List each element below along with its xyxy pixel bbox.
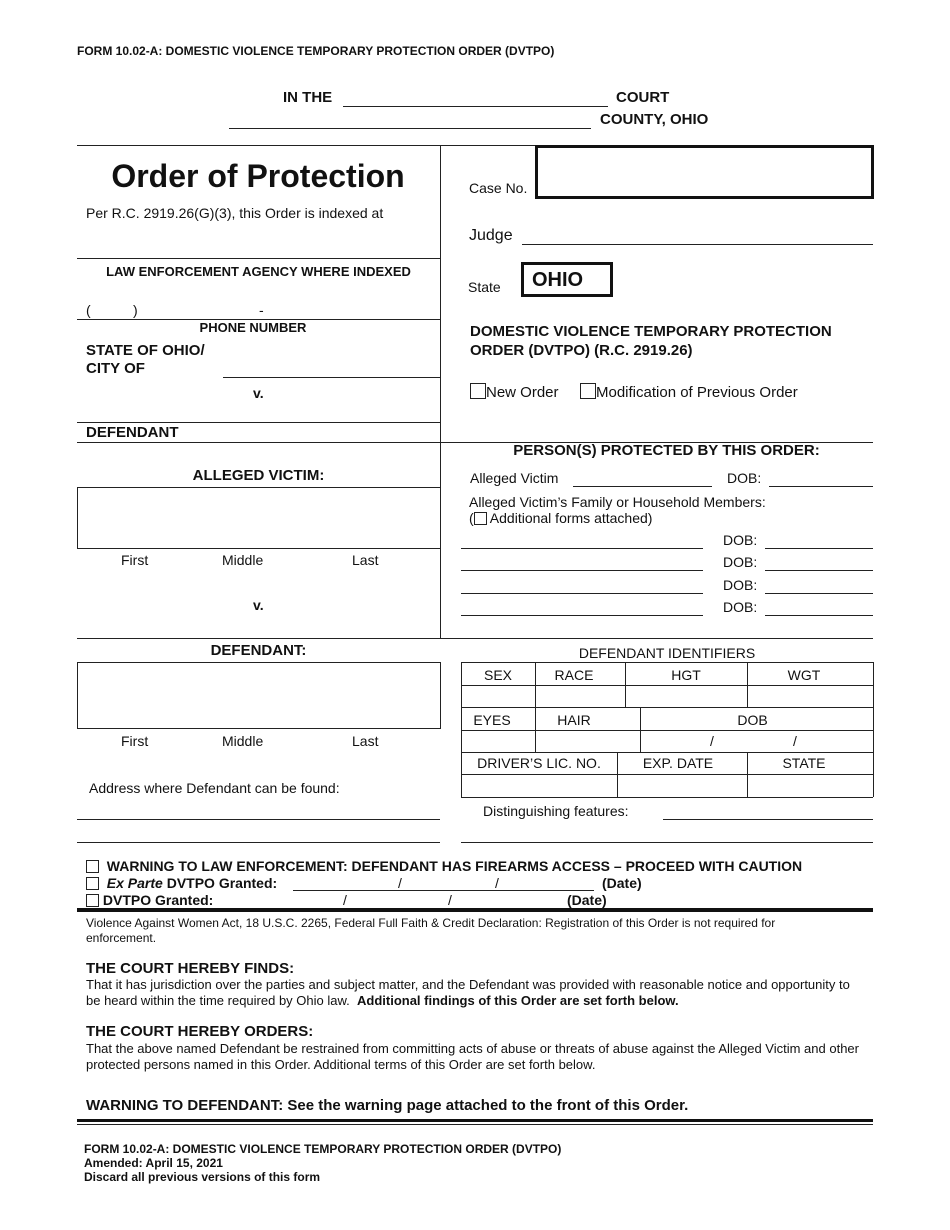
protected-heading: PERSON(S) PROTECTED BY THIS ORDER:: [513, 442, 820, 459]
col-exp-date: EXP. DATE: [642, 755, 714, 771]
identifiers-heading: DEFENDANT IDENTIFIERS: [578, 645, 756, 661]
ex-parte-row[interactable]: [86, 875, 277, 891]
agency-label: LAW ENFORCEMENT AGENCY WHERE INDEXED: [106, 264, 411, 279]
indexed-text: Per R.C. 2919.26(G)(3), this Order is indexed at: [86, 205, 384, 221]
order-title-line1: DOMESTIC VIOLENCE TEMPORARY PROTECTION: [470, 323, 832, 340]
race-value-cell[interactable]: [536, 686, 624, 706]
court-label: COURT: [616, 89, 670, 106]
dvtpo-granted-checkbox[interactable]: [86, 894, 99, 907]
city-of: CITY OF: [86, 360, 145, 377]
col-hair: HAIR: [557, 712, 591, 728]
dvtpo-granted-row[interactable]: [86, 892, 213, 908]
ex-parte-date-line[interactable]: [293, 890, 594, 891]
distinguishing-line-2[interactable]: [461, 842, 873, 843]
dvtpo-slash-1: /: [343, 892, 347, 908]
versus-2: v.: [253, 597, 264, 613]
victim-dob-line[interactable]: [769, 486, 873, 487]
phone-label: PHONE NUMBER: [199, 320, 307, 335]
phone-dash: -: [259, 302, 264, 318]
center-divider: [440, 145, 441, 639]
col-eyes: EYES: [473, 712, 511, 728]
footer-line3: Discard all previous versions of this form: [84, 1170, 321, 1184]
family-dob-line-3[interactable]: [765, 593, 873, 594]
hgt-value-cell[interactable]: [626, 686, 746, 706]
finds-text: That it has jurisdiction over the parties and subject matter, and the Defendant was provided with reasonable notice and opportunity to be heard within the time required by Ohio law.: [86, 977, 850, 1008]
alleged-victim-label: Alleged Victim: [470, 470, 559, 486]
dob-slash-1: /: [710, 733, 714, 749]
family-name-line-3[interactable]: [461, 593, 703, 594]
defendant-middle-label: Middle: [222, 733, 264, 749]
case-no-label: Case No.: [469, 180, 528, 196]
family-name-line-2[interactable]: [461, 570, 703, 571]
new-order-option[interactable]: [470, 383, 559, 401]
defendant-section-divider: [77, 638, 873, 639]
ex-parte-italic: Ex Parte: [106, 875, 163, 891]
victim-middle-label: Middle: [222, 552, 264, 568]
state-of-ohio: STATE OF OHIO/: [86, 342, 205, 359]
dvtpo-date-label: (Date): [567, 892, 607, 908]
family-dob-line-2[interactable]: [765, 570, 873, 571]
hair-value-cell[interactable]: [536, 731, 639, 751]
col-state: STATE: [782, 755, 826, 771]
city-line[interactable]: [223, 377, 440, 378]
wgt-value-cell[interactable]: [748, 686, 872, 706]
case-no-box[interactable]: [535, 145, 874, 199]
footer: [84, 1142, 561, 1184]
modification-checkbox[interactable]: [580, 383, 596, 399]
county-name-line[interactable]: [229, 128, 591, 129]
family-dob-line-1[interactable]: [765, 548, 873, 549]
defendant-label: DEFENDANT: [86, 424, 179, 441]
additional-forms-label: Additional forms attached): [489, 510, 653, 526]
firearms-warning-row[interactable]: [86, 858, 802, 874]
additional-forms-checkbox[interactable]: [474, 512, 487, 525]
defendant-last-label: Last: [352, 733, 379, 749]
address-line-1[interactable]: [77, 819, 440, 820]
modification-option[interactable]: [580, 383, 798, 401]
state-box: OHIO: [521, 262, 613, 297]
ex-parte-slash-2: /: [495, 875, 499, 891]
form-title: FORM 10.02-A: DOMESTIC VIOLENCE TEMPORARY PROTECTION ORDER (DVTPO): [77, 44, 555, 58]
footer-rule-thick: [77, 1119, 873, 1122]
alleged-victim-name-box[interactable]: [77, 487, 441, 549]
orders-heading: THE COURT HEREBY ORDERS:: [86, 1023, 314, 1040]
finds-heading: THE COURT HEREBY FINDS:: [86, 960, 295, 977]
alleged-victim-line[interactable]: [573, 486, 712, 487]
victim-dob-label: DOB:: [727, 470, 762, 486]
phone-open: (: [86, 302, 91, 318]
dob-slash-2: /: [793, 733, 797, 749]
warning-to-defendant: WARNING TO DEFENDANT: See the warning page attached to the front of this Order.: [86, 1097, 689, 1114]
sex-value-cell[interactable]: [461, 686, 535, 706]
family-dob-label-2: DOB:: [723, 554, 758, 570]
state-value-cell[interactable]: [748, 775, 872, 796]
order-title-line2: ORDER (DVTPO) (R.C. 2919.26): [470, 342, 693, 359]
finds-bold: Additional findings of this Order are set forth below.: [357, 993, 679, 1008]
col-license: DRIVER’S LIC. NO.: [477, 755, 601, 771]
address-label: Address where Defendant can be found:: [89, 780, 340, 796]
dvtpo-slash-2: /: [448, 892, 452, 908]
versus-1: v.: [253, 385, 264, 401]
defendant-line[interactable]: [77, 422, 440, 423]
distinguishing-label: Distinguishing features:: [483, 803, 629, 819]
additional-forms-option[interactable]: [469, 510, 652, 526]
family-dob-label-1: DOB:: [723, 532, 758, 548]
firearms-warning-text: WARNING TO LAW ENFORCEMENT: DEFENDANT HAS FIREARMS ACCESS – PROCEED WITH CAUTION: [106, 858, 803, 874]
judge-label: Judge: [469, 227, 513, 244]
eyes-value-cell[interactable]: [461, 731, 535, 751]
victim-last-label: Last: [352, 552, 379, 568]
family-name-line-4[interactable]: [461, 615, 703, 616]
family-name-line-1[interactable]: [461, 548, 703, 549]
dvtpo-granted-label: DVTPO Granted:: [102, 892, 214, 908]
ex-parte-label: DVTPO Granted:: [166, 875, 278, 891]
family-dob-line-4[interactable]: [765, 615, 873, 616]
firearms-checkbox[interactable]: [86, 860, 99, 873]
agency-line[interactable]: [77, 258, 440, 259]
vawa-declaration: Violence Against Women Act, 18 U.S.C. 2265, Federal Full Faith & Credit Declaration: Registration of this Order is not required for enforcement.: [86, 916, 776, 945]
orders-text: That the above named Defendant be restrained from committing acts of abuse or threats of abuse against the Alleged Victim and other protected persons named in this Order. Additional terms of this Order are set forth below.: [86, 1041, 859, 1072]
col-race: RACE: [554, 667, 594, 683]
exp-date-value-cell[interactable]: [618, 775, 746, 796]
footer-rule-thin: [77, 1124, 873, 1125]
family-dob-label-4: DOB:: [723, 599, 758, 615]
family-label: Alleged Victim’s Family or Household Members:: [469, 494, 766, 510]
license-value-cell[interactable]: [461, 775, 616, 796]
victim-first-label: First: [121, 552, 149, 568]
new-order-label: New Order: [486, 384, 559, 401]
county-label: COUNTY, OHIO: [600, 111, 709, 128]
finds-paragraph: [86, 977, 856, 1009]
ex-parte-date-label: (Date): [602, 875, 642, 891]
defendant-name-box[interactable]: [77, 662, 441, 729]
col-sex: SEX: [483, 667, 512, 683]
judge-line[interactable]: [522, 244, 873, 245]
alleged-victim-heading: ALLEGED VICTIM:: [192, 467, 325, 484]
distinguishing-line-1[interactable]: [663, 819, 873, 820]
ex-parte-checkbox[interactable]: [86, 877, 99, 890]
modification-label: Modification of Previous Order: [596, 384, 798, 401]
new-order-checkbox[interactable]: [470, 383, 486, 399]
phone-close: ): [133, 302, 138, 318]
defendant-heading: DEFENDANT:: [210, 642, 307, 659]
order-title: Order of Protection: [111, 158, 405, 194]
col-hgt: HGT: [671, 667, 701, 683]
ex-parte-slash-1: /: [398, 875, 402, 891]
address-line-2[interactable]: [77, 842, 440, 843]
col-dob: DOB: [737, 712, 768, 728]
in-the-label: IN THE: [283, 89, 333, 106]
footer-line2: Amended: April 15, 2021: [84, 1156, 223, 1170]
court-name-line[interactable]: [343, 106, 608, 107]
thick-rule: [77, 908, 873, 912]
family-dob-label-3: DOB:: [723, 577, 758, 593]
additional-open-paren: (: [469, 510, 474, 526]
defendant-first-label: First: [121, 733, 149, 749]
state-label: State: [468, 279, 501, 295]
footer-line1: FORM 10.02-A: DOMESTIC VIOLENCE TEMPORARY PROTECTION ORDER (DVTPO): [84, 1142, 562, 1156]
col-wgt: WGT: [787, 667, 821, 683]
